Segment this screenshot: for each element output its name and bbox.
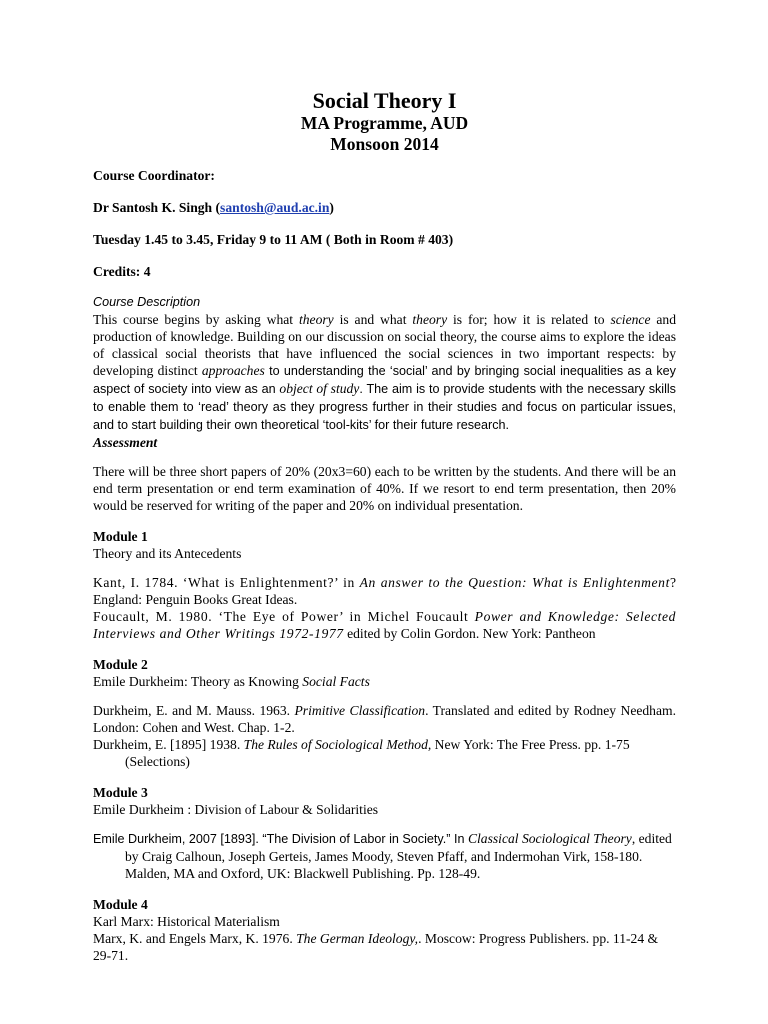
module-4 <box>93 896 676 964</box>
ref-text: Marx, K. and Engels Marx, K. 1976. <box>93 931 297 946</box>
module-2-label: Module 2 <box>93 657 148 672</box>
desc-em-theory-1: theory <box>298 312 334 327</box>
desc-text-6: . The aim is to provide students with the necessary skills to enable them to ‘read’ theory as they progress further in their studies and focus on particular issues, and to start building their own theoretical ‘tool-kits’ for their future research. <box>93 382 676 432</box>
module-3-label: Module 3 <box>93 785 148 800</box>
module-2 <box>93 656 676 770</box>
document-header <box>93 89 676 155</box>
desc-text-4: and production of knowledge. Building on our discussion on social theory, the course aims to explore the ideas of classical social theorists that have influenced the social sciences in two important respects: by developing distinct <box>93 312 676 378</box>
credits: Credits: 4 <box>93 264 151 279</box>
ref-text: Foucault, M. 1980. ‘The Eye of Power’ in Michel Foucault <box>93 609 475 624</box>
coordinator-line <box>93 199 676 216</box>
desc-text-3: is for; how it is related to <box>447 312 611 327</box>
desc-text-2: is and what <box>333 312 413 327</box>
ref-text: Durkheim, E. [1895] 1938. <box>93 737 244 752</box>
assessment-heading: Assessment <box>93 435 158 450</box>
module-4-topic: Karl Marx: Historical Materialism <box>93 914 280 929</box>
ref-text: New York: The Free Press. pp. 1-75 (Selections) <box>125 737 630 769</box>
programme-line: MA Programme, AUD <box>300 113 469 133</box>
term-line: Monsoon 2014 <box>330 134 439 154</box>
ref-title: The Rules of Sociological Method, <box>243 737 432 752</box>
ref-title: Power and Knowledge: Selected Interviews and Other Writings 1972-1977 <box>93 609 676 641</box>
module-2-ref-mauss <box>93 702 676 736</box>
desc-text-1: This course begins by asking what <box>93 312 299 327</box>
desc-em-approaches: approaches <box>201 363 265 378</box>
desc-em-science: science <box>610 312 651 327</box>
ref-text: Emile Durkheim, 2007 [1893]. “The Division of Labor in Society.” In <box>93 832 468 846</box>
course-description-heading: Course Description <box>93 295 201 309</box>
coordinator-name: Dr Santosh K. Singh ( <box>93 200 221 215</box>
desc-text-5: to understanding the ‘social’ and by bringing social inequalities as a key aspect of society into view as an <box>93 364 676 396</box>
desc-em-theory-2: theory <box>412 312 448 327</box>
module-1-ref-kant <box>93 574 676 608</box>
coordinator-email-link[interactable]: santosh@aud.ac.in <box>220 200 330 215</box>
module-2-topic-em: Social Facts <box>302 674 370 689</box>
module-1 <box>93 528 676 642</box>
module-1-ref-foucault <box>93 608 676 642</box>
module-4-label: Module 4 <box>93 897 148 912</box>
desc-em-object: object of study <box>279 381 360 396</box>
ref-text: ? England: Penguin Books Great Ideas. <box>93 575 676 607</box>
module-2-topic <box>93 673 676 690</box>
course-title: Social Theory I <box>312 88 457 113</box>
ref-title: Primitive Classification <box>294 703 426 718</box>
course-description-text <box>93 311 676 434</box>
ref-title: The German Ideology, <box>296 931 419 946</box>
module-2-topic-text: Emile Durkheim: Theory as Knowing <box>93 674 303 689</box>
module-3 <box>93 784 676 882</box>
ref-title: An answer to the Question: What is Enlightenment <box>359 575 670 590</box>
class-schedule: Tuesday 1.45 to 3.45, Friday 9 to 11 AM ( Both in Room # 403) <box>93 232 454 247</box>
ref-text: Durkheim, E. and M. Mauss. 1963. <box>93 703 295 718</box>
module-1-topic: Theory and its Antecedents <box>93 546 242 561</box>
ref-text: Kant, I. 1784. ‘What is Enlightenment?’ in <box>93 575 360 590</box>
module-3-topic: Emile Durkheim : Division of Labour & Solidarities <box>93 802 379 817</box>
module-1-label: Module 1 <box>93 529 148 544</box>
module-3-ref-division <box>93 830 676 882</box>
module-2-ref-rules <box>93 736 676 770</box>
ref-text: . Translated and edited by Rodney Needham. London: Cohen and West. Chap. 1-2. <box>93 703 676 735</box>
module-4-ref-german-ideology <box>93 930 676 964</box>
coordinator-label: Course Coordinator: <box>93 168 215 183</box>
coordinator-name-close: ) <box>329 200 334 215</box>
ref-text: edited by Colin Gordon. New York: Pantheon <box>343 626 596 641</box>
assessment-text: There will be three short papers of 20% (20x3=60) each to be written by the students. And there will be an end term presentation or end term examination of 40%. If we resort to end term presentation, then 20% would be reserved for writing of the paper and 20% on individual presentation. <box>93 464 676 513</box>
ref-title: Classical Sociological Theory <box>467 831 632 846</box>
ref-text: . Moscow: Progress Publishers. pp. 11-24 & 29-71. <box>93 931 659 963</box>
ref-text: , edited by Craig Calhoun, Joseph Gerteis, James Moody, Steven Pfaff, and Indermohan Virk, 158-180. Malden, MA and Oxford, UK: Blackwell Publishing. Pp. 128-49. <box>125 831 672 881</box>
